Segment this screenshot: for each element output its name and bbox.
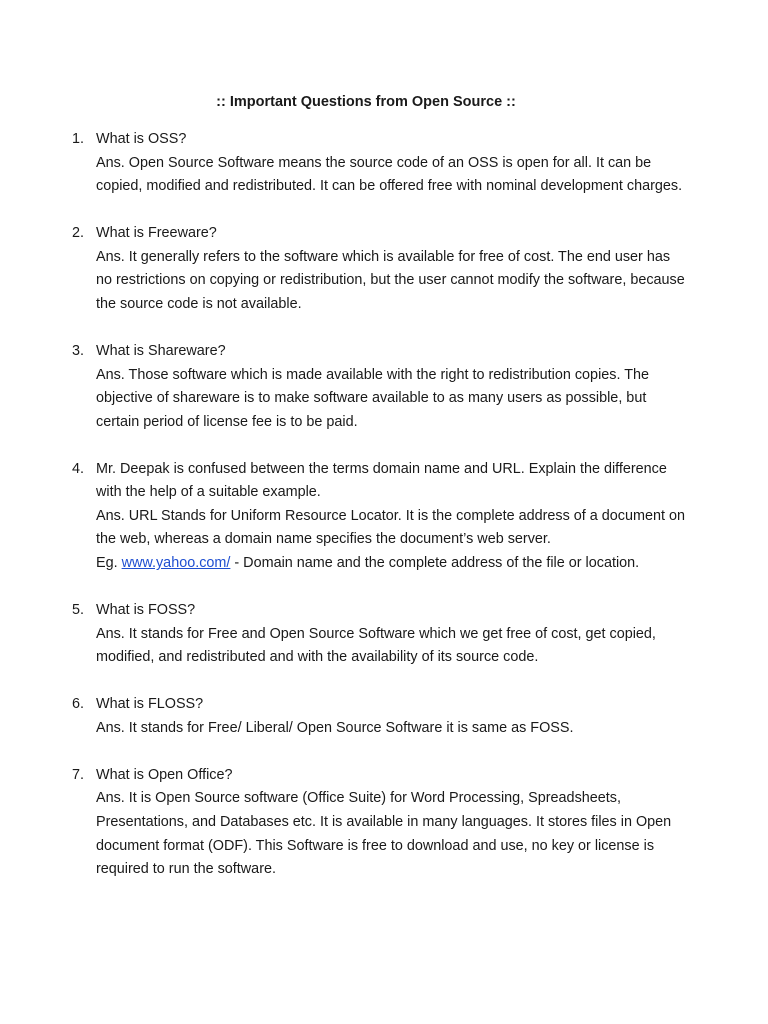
question-item-6 (72, 693, 687, 740)
question-number: 4. (72, 460, 85, 477)
question-item-2 (72, 222, 687, 316)
question-item-7 (72, 764, 687, 882)
question-text: What is OSS? (96, 131, 187, 147)
answer-text: Ans. It stands for Free/ Liberal/ Open Source Software it is same as FOSS. (96, 719, 574, 736)
answer-text: Ans. It stands for Free and Open Source Software which we get free of cost, get copied, modified, and redistributed and with the availability of its source code. (96, 625, 656, 666)
question-text: What is Shareware? (96, 342, 226, 359)
answer-text: Ans. It generally refers to the software which is available for free of cost. The end user has no restrictions on copying or redistribution, but the user cannot modify the software, because the source code is not available. (96, 248, 685, 312)
question-number: 2. (72, 225, 85, 242)
yahoo-link[interactable]: www.yahoo.com/ (121, 555, 231, 572)
question-item-1 (72, 128, 687, 199)
question-list (72, 128, 687, 905)
question-number: 1. (72, 131, 85, 147)
document-title: :: Important Questions from Open Source :: (216, 94, 516, 110)
answer-text: Ans. URL Stands for Uniform Resource Locator. It is the complete address of a document on the web, whereas a domain name specifies the document’s web server. (96, 507, 685, 548)
question-text: What is FLOSS? (96, 696, 204, 713)
question-number: 7. (72, 766, 85, 783)
question-number: 5. (72, 602, 85, 619)
answer-text: Ans. Open Source Software means the source code of an OSS is open for all. It can be copied, modified and redistributed. It can be offered free with nominal development charges. (96, 154, 683, 195)
question-number: 3. (72, 342, 85, 359)
example-suffix: - Domain name and the complete address of the file or location. (230, 555, 640, 572)
answer-text: Ans. Those software which is made available with the right to redistribution copies. The objective of shareware is to make software available to as many users as possible, but certain period of license fee is to be paid. (96, 366, 649, 430)
question-text: What is FOSS? (96, 602, 196, 619)
example-line (96, 552, 687, 576)
question-item-3 (72, 340, 687, 434)
answer-text: Ans. It is Open Source software (Office Suite) for Word Processing, Spreadsheets, Presentations, and Databases etc. It is available in many languages. It stores files in Open document format (ODF). This Software is free to download and use, no key or license is required to run the software. (96, 790, 672, 878)
question-number: 6. (72, 696, 85, 713)
example-prefix: Eg. (96, 555, 122, 572)
question-text: What is Freeware? (96, 225, 217, 242)
question-item-4 (72, 458, 687, 576)
question-text: Mr. Deepak is confused between the terms domain name and URL. Explain the difference with the help of a suitable example. (96, 460, 667, 501)
question-text: What is Open Office? (96, 766, 233, 783)
question-item-5 (72, 599, 687, 670)
